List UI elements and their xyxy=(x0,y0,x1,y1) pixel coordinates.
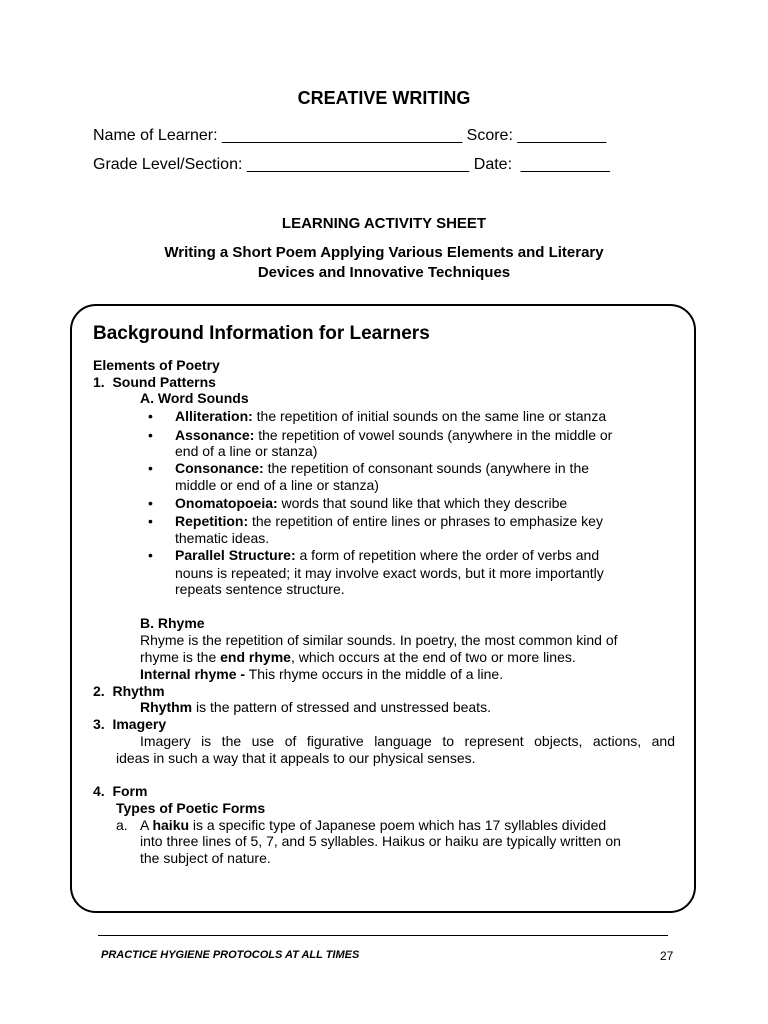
subtitle-line-1: Writing a Short Poem Applying Various Elements and Literary xyxy=(164,244,604,261)
bullet-consonance-cont: middle or end of a line or stanza) xyxy=(175,477,379,493)
definition: the repetition of consonant sounds (anywhere in the xyxy=(263,460,590,476)
form-a-marker: a. xyxy=(116,817,128,833)
imagery-text-2: ideas in such a way that it appeals to our physical senses. xyxy=(116,750,476,766)
rhythm-text xyxy=(140,699,491,716)
elements-heading: Elements of Poetry xyxy=(93,357,220,373)
name-score-line: Name of Learner: ___________________________ Score: __________ xyxy=(93,127,607,144)
term: Parallel Structure: xyxy=(175,547,296,563)
subtitle-line-2: Devices and Innovative Techniques xyxy=(257,264,511,281)
bullet-parallel-cont-2: repeats sentence structure. xyxy=(175,581,345,597)
grade-date-line: Grade Level/Section: _________________________ Date: __________ xyxy=(93,156,610,173)
text: A xyxy=(140,817,153,833)
term: Onomatopoeia: xyxy=(175,495,278,511)
bullet-parallel-structure xyxy=(175,547,599,564)
bullet-assonance xyxy=(175,427,612,444)
subsection-rhyme: B. Rhyme xyxy=(140,615,205,631)
internal-rhyme xyxy=(140,666,503,683)
imagery-text-1: Imagery is the use of figurative language to represent objects, actions, and xyxy=(140,733,675,749)
bullet-icon: • xyxy=(148,495,153,511)
page-title: CREATIVE WRITING xyxy=(297,88,471,108)
definition: the repetition of entire lines or phrases to emphasize key xyxy=(248,513,603,529)
section-form: 4. Form xyxy=(93,783,148,799)
bullet-icon: • xyxy=(148,460,153,476)
footer-divider xyxy=(98,935,668,936)
form-haiku-2: into three lines of 5, 7, and 5 syllables. Haikus or haiku are typically written on xyxy=(140,833,621,849)
footer-text: PRACTICE HYGIENE PROTOCOLS AT ALL TIMES xyxy=(101,949,360,961)
term: Rhythm xyxy=(140,699,193,715)
rhyme-text-1: Rhyme is the repetition of similar sounds. In poetry, the most common kind of xyxy=(140,632,618,648)
bullet-parallel-cont-1: nouns is repeated; it may involve exact words, but it more importantly xyxy=(175,565,604,581)
text: is the pattern of stressed and unstressed beats. xyxy=(192,699,491,715)
bullet-repetition xyxy=(175,513,603,530)
form-haiku-3: the subject of nature. xyxy=(140,850,271,866)
text: This rhyme occurs in the middle of a line. xyxy=(245,666,504,682)
subsection-word-sounds: A. Word Sounds xyxy=(140,390,249,406)
term: Consonance: xyxy=(175,460,264,476)
section-rhythm: 2. Rhythm xyxy=(93,683,165,699)
bullet-icon: • xyxy=(148,547,153,563)
definition: words that sound like that which they describe xyxy=(277,495,568,511)
rhyme-text-2 xyxy=(140,649,576,666)
bullet-alliteration xyxy=(175,408,606,425)
bullet-icon: • xyxy=(148,408,153,424)
term: Assonance: xyxy=(175,427,255,443)
page-number: 27 xyxy=(660,949,674,963)
term: Repetition: xyxy=(175,513,249,529)
term: Alliteration: xyxy=(175,408,253,424)
sheet-title: LEARNING ACTIVITY SHEET xyxy=(281,215,487,232)
section-imagery: 3. Imagery xyxy=(93,716,167,732)
definition: the repetition of initial sounds on the same line or stanza xyxy=(252,408,607,424)
form-haiku-1 xyxy=(140,817,606,834)
text: is a specific type of Japanese poem which has 17 syllables divided xyxy=(189,817,607,833)
bullet-consonance xyxy=(175,460,589,477)
text: , which occurs at the end of two or more lines. xyxy=(290,649,576,665)
bullet-onomatopoeia xyxy=(175,495,567,512)
definition: the repetition of vowel sounds (anywhere in the middle or xyxy=(254,427,613,443)
bullet-icon: • xyxy=(148,427,153,443)
bullet-icon: • xyxy=(148,513,153,529)
text: rhyme is the xyxy=(140,649,221,665)
term: Internal rhyme - xyxy=(140,666,246,682)
term: haiku xyxy=(152,817,190,833)
section-sound-patterns: 1. Sound Patterns xyxy=(93,374,216,390)
forms-heading: Types of Poetic Forms xyxy=(116,800,266,816)
bullet-assonance-cont: end of a line or stanza) xyxy=(175,443,318,459)
box-title: Background Information for Learners xyxy=(93,323,430,344)
definition: a form of repetition where the order of verbs and xyxy=(295,547,600,563)
bullet-repetition-cont: thematic ideas. xyxy=(175,530,270,546)
term: end rhyme xyxy=(220,649,291,665)
